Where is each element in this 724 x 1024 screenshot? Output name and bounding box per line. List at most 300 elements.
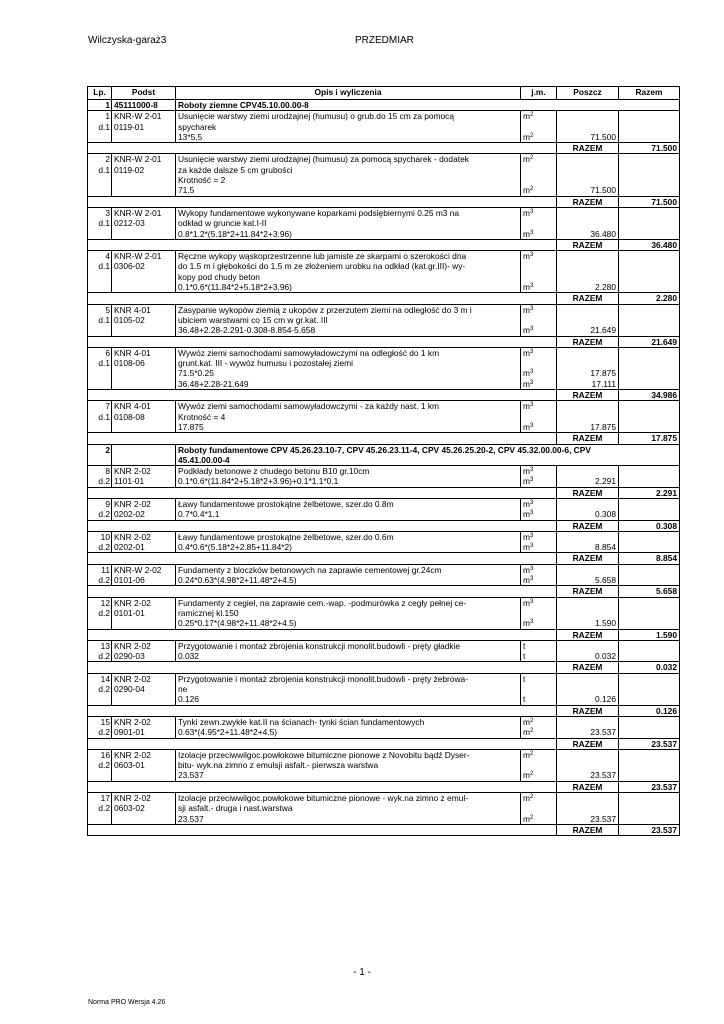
position-unit [521, 793, 557, 814]
calculation-formula: 23.537 [176, 770, 521, 781]
total-row [88, 487, 680, 498]
calculation-unit [521, 132, 557, 143]
unit-symbol: m [523, 325, 530, 336]
unit-symbol: m [523, 716, 530, 727]
unit-symbol: m [523, 564, 530, 575]
calculation-formula: 0.1*0.6*(11.84*2+5.18*2+3.96) [176, 282, 521, 293]
calculation-formula: 0.1*0.6*(11.84*2+5.18*2+3.96)+0.1*1.1*0.1 [176, 476, 521, 487]
calculation-total-empty [619, 727, 680, 738]
position-basis: KNR-W 2-01 0306-02 [112, 251, 176, 293]
total-row [88, 293, 680, 304]
position-number: 10 d.2 [88, 531, 112, 553]
calculation-unit [521, 229, 557, 240]
total-spacer [88, 520, 557, 531]
unit-exponent: 3 [529, 379, 534, 386]
total-label: RAZEM [557, 520, 619, 531]
position-number: 8 d.2 [88, 466, 112, 488]
calculation-row [88, 618, 680, 629]
calculation-total-empty [619, 814, 680, 825]
section-row [88, 444, 680, 466]
position-number: 15 d.2 [88, 716, 112, 738]
position-row [88, 597, 680, 618]
document-header-title: PRZEDMIAR [355, 35, 414, 46]
unit-exponent: 3 [529, 532, 534, 539]
unit-symbol: m [523, 251, 530, 262]
calculation-row [88, 770, 680, 781]
calculation-quantity: 71.500 [557, 185, 619, 196]
calculation-formula: 0.25*0.17*(4.98*2+11.48*2+4.5) [176, 618, 521, 629]
table-header-row [88, 87, 680, 100]
calculation-formula: 0.63*(4.95*2+11.48*2+4.5) [176, 727, 521, 738]
unit-symbol: m [523, 207, 530, 218]
calculation-total-empty [619, 229, 680, 240]
total-row [88, 553, 680, 564]
position-basis: KNR 2-02 0603-02 [112, 793, 176, 825]
position-unit [521, 251, 557, 282]
unit-symbol: m [523, 575, 530, 586]
total-value: 0.126 [619, 705, 680, 716]
position-total-empty [619, 531, 680, 542]
calculation-total-empty [619, 509, 680, 520]
total-value: 71.500 [619, 143, 680, 154]
position-description: Ławy fundamentowe prostokątne żelbetowe, szer.do 0.8m [176, 498, 521, 509]
position-number: 5 d.1 [88, 304, 112, 336]
position-row [88, 564, 680, 575]
calculation-unit [521, 727, 557, 738]
calculation-total-empty [619, 476, 680, 487]
position-unit [521, 749, 557, 770]
unit-exponent: 2 [529, 728, 534, 735]
total-label: RAZEM [557, 824, 619, 835]
calculation-quantity: 17.875 [557, 368, 619, 378]
position-basis: KNR 4-01 0108-08 [112, 401, 176, 433]
total-spacer [88, 487, 557, 498]
position-basis: KNR-W 2-01 0119-02 [112, 154, 176, 196]
calculation-unit [521, 542, 557, 553]
unit-exponent: 2 [529, 186, 534, 193]
program-version: Norma PRO Wersja 4.26 [88, 999, 166, 1006]
position-number: 17 d.2 [88, 793, 112, 825]
position-total-empty [619, 401, 680, 422]
total-value: 36.480 [619, 239, 680, 250]
calculation-row [88, 727, 680, 738]
unit-symbol: m [523, 618, 530, 629]
position-qty-empty [557, 401, 619, 422]
position-number: 4 d.1 [88, 251, 112, 293]
total-spacer [88, 824, 557, 835]
unit-exponent: 3 [529, 565, 534, 572]
total-value: 71.500 [619, 196, 680, 207]
calculation-total-empty [619, 542, 680, 553]
section-number: 2 [88, 444, 112, 466]
calculation-unit [521, 476, 557, 487]
unit-exponent: 3 [529, 467, 534, 474]
position-basis: KNR 4-01 0108-06 [112, 347, 176, 389]
calculation-unit [521, 185, 557, 196]
position-description: Usunięcie warstwy ziemi urodzajnej (humusu) o grub.do 15 cm za pomocą spycharek [176, 111, 521, 132]
position-description: Ręczne wykopy wąskoprzestrzenne lub jamiste ze skarpami o szerokości dna do 1.5 m i głębokości do 1.5 m ze złożeniem urobku na odkład (kat.gr.III)- wy- kopy pod chudy beton [176, 251, 521, 282]
unit-exponent: 3 [529, 477, 534, 484]
total-value: 23.537 [619, 824, 680, 835]
unit-exponent: 2 [529, 155, 534, 162]
position-qty-empty [557, 347, 619, 368]
calculation-unit: t [521, 694, 557, 705]
calculation-total-empty [619, 618, 680, 629]
unit-exponent: 3 [529, 510, 534, 517]
calculation-total-empty [619, 651, 680, 662]
position-row [88, 640, 680, 651]
position-basis: KNR 2-02 0901-01 [112, 716, 176, 738]
position-description: Przygotowanie i montaż zbrojenia konstrukcji monolit.budowli - pręty żebrowa- ne [176, 673, 521, 694]
unit-symbol: m [523, 531, 530, 542]
calculation-quantity: 71.500 [557, 132, 619, 143]
position-number: 13 d.2 [88, 640, 112, 662]
position-unit: t [521, 640, 557, 651]
calculation-total-empty [619, 185, 680, 196]
position-total-empty [619, 749, 680, 770]
total-row [88, 239, 680, 250]
position-row [88, 251, 680, 282]
position-total-empty [619, 597, 680, 618]
unit-symbol: m [523, 378, 530, 389]
position-unit [521, 466, 557, 477]
position-description: Przygotowanie i montaż zbrojenia konstrukcji monolit.budowli - pręty gładkie [176, 640, 521, 651]
calculation-formula: 0.7*0.4*1.1 [176, 509, 521, 520]
calculation-total-empty [619, 282, 680, 293]
total-row [88, 781, 680, 792]
calculation-unit [521, 575, 557, 586]
column-header-opis: Opis i wyliczenia [176, 87, 521, 100]
table-body [88, 100, 680, 836]
unit-symbol: m [523, 770, 530, 781]
position-total-empty [619, 673, 680, 694]
position-basis: KNR 2-02 0290-04 [112, 673, 176, 705]
position-basis: KNR-W 2-01 0212-03 [112, 207, 176, 239]
position-unit [521, 597, 557, 618]
total-label: RAZEM [557, 143, 619, 154]
unit-exponent: 3 [529, 252, 534, 259]
calculation-row [88, 229, 680, 240]
total-row [88, 520, 680, 531]
page-number: - 1 - [353, 967, 371, 978]
total-label: RAZEM [557, 239, 619, 250]
calculation-row [88, 282, 680, 293]
total-spacer [88, 196, 557, 207]
calculation-formula: 36.48+2.28-2.291-0.308-8.854-5.658 [176, 325, 521, 336]
position-description: Usunięcie warstwy ziemi urodzajnej (humusu) za pomocą spycharek - dodatek za każde dalsze 5 cm grubości Krotność = 2 [176, 154, 521, 185]
calculation-unit [521, 509, 557, 520]
calculation-unit: t [521, 651, 557, 662]
unit-exponent: 3 [529, 619, 534, 626]
total-row [88, 196, 680, 207]
calculation-formula: 71.5 [176, 185, 521, 196]
position-description: Fundamenty z bloczków betonowych na zaprawie cementowej gr.24cm [176, 564, 521, 575]
position-row [88, 793, 680, 814]
position-description: Wywóz ziemi samochodami samowyładowczymi - za każdy nast. 1 km Krotność = 4 [176, 401, 521, 422]
position-qty-empty [557, 304, 619, 325]
total-row [88, 662, 680, 673]
unit-exponent: 3 [529, 369, 534, 376]
total-value: 0.032 [619, 662, 680, 673]
position-number: 9 d.2 [88, 498, 112, 520]
total-label: RAZEM [557, 781, 619, 792]
total-value: 8.854 [619, 553, 680, 564]
calculation-row [88, 575, 680, 586]
position-row [88, 154, 680, 185]
position-basis: KNR 2-02 0290-03 [112, 640, 176, 662]
position-qty-empty [557, 793, 619, 814]
position-row [88, 749, 680, 770]
total-spacer [88, 705, 557, 716]
position-unit [521, 111, 557, 132]
position-number: 11 d.2 [88, 564, 112, 586]
unit-exponent: 3 [529, 402, 534, 409]
calculation-total-empty [619, 368, 680, 378]
total-value: 23.537 [619, 781, 680, 792]
position-unit [521, 304, 557, 325]
position-basis: KNR 2-02 0101-01 [112, 597, 176, 629]
calculation-formula: 36.48+2.28-21.649 [176, 379, 521, 390]
calculation-row [88, 325, 680, 336]
position-number: 6 d.1 [88, 347, 112, 389]
calculation-unit [521, 282, 557, 293]
position-basis: KNR 4-01 0105-02 [112, 304, 176, 336]
unit-symbol: m [523, 111, 530, 122]
unit-exponent: 3 [529, 543, 534, 550]
calculation-formula: 17.875 [176, 422, 521, 433]
total-row [88, 336, 680, 347]
total-value: 1.590 [619, 629, 680, 640]
position-unit [521, 498, 557, 509]
position-basis: KNR 2-02 0603-01 [112, 749, 176, 781]
total-label: RAZEM [557, 662, 619, 673]
calculation-quantity: 5.658 [557, 575, 619, 586]
position-row [88, 531, 680, 542]
position-basis: KNR 2-02 0202-02 [112, 498, 176, 520]
calculation-unit [521, 379, 557, 390]
position-unit [521, 531, 557, 542]
calculation-quantity: 23.537 [557, 727, 619, 738]
position-description: Fundamenty z cegieł, na zaprawie cem.-wap. -podmurówka z cegły pełnej ce- ramicznej kl.150 [176, 597, 521, 618]
calculation-unit [521, 368, 557, 378]
section-code: 45111000-8 [112, 100, 176, 111]
unit-exponent: 2 [529, 794, 534, 800]
calculation-row [88, 694, 680, 705]
unit-symbol: m [523, 727, 530, 738]
calculation-row [88, 542, 680, 553]
position-total-empty [619, 304, 680, 325]
position-description: Izolacje przeciwwilgoc.powłokowe bitumiczne pionowe - wyk.na zimno z emul- sji asfalt.- druga i nast.warstwa [176, 793, 521, 814]
total-row [88, 738, 680, 749]
unit-symbol: m [523, 421, 530, 432]
position-description: Izolacje przeciwwilgoc.powłokowe bitumiczne pionowe z Novobitu bądź Dyser- bitu- wyk.na zimno z emulsji asfalt.- pierwsza warstwa [176, 749, 521, 770]
calculation-formula: 13*5.5 [176, 132, 521, 143]
position-qty-empty [557, 466, 619, 477]
calculation-quantity: 2.291 [557, 476, 619, 487]
position-qty-empty [557, 111, 619, 132]
position-description: Ławy fundamentowe prostokątne żelbetowe, szer.do 0.6m [176, 531, 521, 542]
position-row [88, 716, 680, 727]
total-label: RAZEM [557, 433, 619, 444]
calculation-unit [521, 814, 557, 825]
position-row [88, 207, 680, 228]
total-value: 34.986 [619, 390, 680, 401]
unit-exponent: 2 [529, 750, 534, 757]
total-label: RAZEM [557, 196, 619, 207]
unit-symbol: m [523, 476, 530, 487]
total-row [88, 586, 680, 597]
calculation-unit [521, 618, 557, 629]
column-header-lp: Lp. [88, 87, 112, 100]
position-qty-empty [557, 154, 619, 185]
section-code [112, 444, 176, 466]
total-value: 17.875 [619, 433, 680, 444]
column-header-podst: Podst [112, 87, 176, 100]
total-value: 0.308 [619, 520, 680, 531]
position-description: Wykopy fundamentowe wykonywane koparkami podsiębiernymi 0.25 m3 na odkład w gruncie kat.I-II [176, 207, 521, 228]
total-value: 21.649 [619, 336, 680, 347]
position-basis: KNR-W 2-01 0119-01 [112, 111, 176, 143]
unit-symbol: m [523, 542, 530, 553]
calculation-quantity: 23.537 [557, 814, 619, 825]
calculation-quantity: 17.111 [557, 379, 619, 390]
position-number: 7 d.1 [88, 401, 112, 433]
position-basis: KNR 2-02 0202-01 [112, 531, 176, 553]
total-spacer [88, 629, 557, 640]
calculation-quantity: 21.649 [557, 325, 619, 336]
total-label: RAZEM [557, 738, 619, 749]
calculation-total-empty [619, 325, 680, 336]
unit-symbol: m [523, 466, 530, 477]
calculation-row [88, 651, 680, 662]
section-number: 1 [88, 100, 112, 111]
position-qty-empty [557, 673, 619, 694]
position-qty-empty [557, 564, 619, 575]
calculation-quantity: 1.590 [557, 618, 619, 629]
unit-symbol: m [523, 131, 530, 142]
position-number: 1 d.1 [88, 111, 112, 143]
unit-exponent: 2 [529, 112, 534, 119]
calculation-formula: 23.537 [176, 814, 521, 825]
calculation-quantity: 0.126 [557, 694, 619, 705]
total-value: 23.537 [619, 738, 680, 749]
position-total-empty [619, 111, 680, 132]
total-spacer [88, 781, 557, 792]
calculation-row [88, 422, 680, 433]
total-spacer [88, 433, 557, 444]
calculation-quantity: 0.032 [557, 651, 619, 662]
position-total-empty [619, 564, 680, 575]
total-spacer [88, 586, 557, 597]
calculation-total-empty [619, 694, 680, 705]
calculation-quantity: 36.480 [557, 229, 619, 240]
total-row [88, 705, 680, 716]
section-row [88, 100, 680, 111]
position-total-empty [619, 347, 680, 368]
total-spacer [88, 336, 557, 347]
column-header-razem: Razem [619, 87, 680, 100]
total-label: RAZEM [557, 553, 619, 564]
position-qty-empty [557, 498, 619, 509]
total-label: RAZEM [557, 487, 619, 498]
unit-exponent: 3 [529, 208, 534, 215]
position-unit [521, 207, 557, 228]
calculation-quantity: 0.308 [557, 509, 619, 520]
unit-symbol: m [523, 597, 530, 608]
calculation-unit [521, 770, 557, 781]
document-header-project: Wilczyska-garaż3 [88, 35, 167, 46]
total-label: RAZEM [557, 629, 619, 640]
position-description: Tynki zewn.zwykłe kat.II na ścianach- tynki ścian fundamentowych [176, 716, 521, 727]
position-unit [521, 154, 557, 185]
calculation-formula: 0.4*0.6*(5.18*2+2.85+11.84*2) [176, 542, 521, 553]
position-number: 2 d.1 [88, 154, 112, 196]
position-total-empty [619, 498, 680, 509]
position-unit [521, 716, 557, 727]
calculation-row [88, 509, 680, 520]
unit-symbol: m [523, 498, 530, 509]
total-row [88, 629, 680, 640]
total-row [88, 390, 680, 401]
position-basis: KNR 2-02 1101-01 [112, 466, 176, 488]
calculation-unit [521, 325, 557, 336]
unit-symbol: m [523, 228, 530, 239]
unit-exponent: 3 [529, 348, 534, 355]
unit-exponent: 2 [529, 132, 534, 139]
calculation-formula: 0.126 [176, 694, 521, 705]
unit-symbol: m [523, 347, 530, 358]
section-title: Roboty fundamentowe CPV 45.26.23.10-7, CPV 45.26.23.11-4, CPV 45.26.25.20-2, CPV 45.32.00.00-6, CPV 45.41.00.00-4 [176, 444, 680, 466]
total-spacer [88, 662, 557, 673]
total-spacer [88, 390, 557, 401]
position-qty-empty [557, 640, 619, 651]
total-value: 5.658 [619, 586, 680, 597]
calculation-row [88, 814, 680, 825]
total-row [88, 824, 680, 835]
calculation-unit [521, 422, 557, 433]
total-spacer [88, 553, 557, 564]
total-spacer [88, 293, 557, 304]
calculation-formula: 0.8*1.2*(5.18*2+11.84*2+3.96) [176, 229, 521, 240]
calculation-row [88, 476, 680, 487]
position-total-empty [619, 251, 680, 282]
total-spacer [88, 738, 557, 749]
total-label: RAZEM [557, 293, 619, 304]
total-row [88, 433, 680, 444]
unit-symbol: m [523, 401, 530, 412]
calculation-formula: 0.032 [176, 651, 521, 662]
unit-exponent: 3 [529, 598, 534, 605]
position-qty-empty [557, 597, 619, 618]
unit-symbol: m [523, 793, 530, 803]
position-row [88, 498, 680, 509]
unit-symbol: m [523, 368, 530, 379]
unit-symbol: m [523, 185, 530, 196]
section-title: Roboty ziemne CPV45.10.00.00-8 [176, 100, 680, 111]
position-description: Wywóz ziemi samochodami samowyładowczymi na odległość do 1 km grunt.kat. III - wywóz humusu i pozostałej ziemi [176, 347, 521, 368]
position-total-empty [619, 793, 680, 814]
calculation-quantity: 2.280 [557, 282, 619, 293]
position-total-empty [619, 640, 680, 651]
total-spacer [88, 143, 557, 154]
unit-symbol: m [523, 154, 530, 165]
calculation-quantity: 8.854 [557, 542, 619, 553]
unit-exponent: 3 [529, 576, 534, 583]
calculation-formula: 71.5*0.25 [176, 368, 521, 378]
position-qty-empty [557, 251, 619, 282]
position-number: 12 d.2 [88, 597, 112, 629]
position-unit [521, 401, 557, 422]
